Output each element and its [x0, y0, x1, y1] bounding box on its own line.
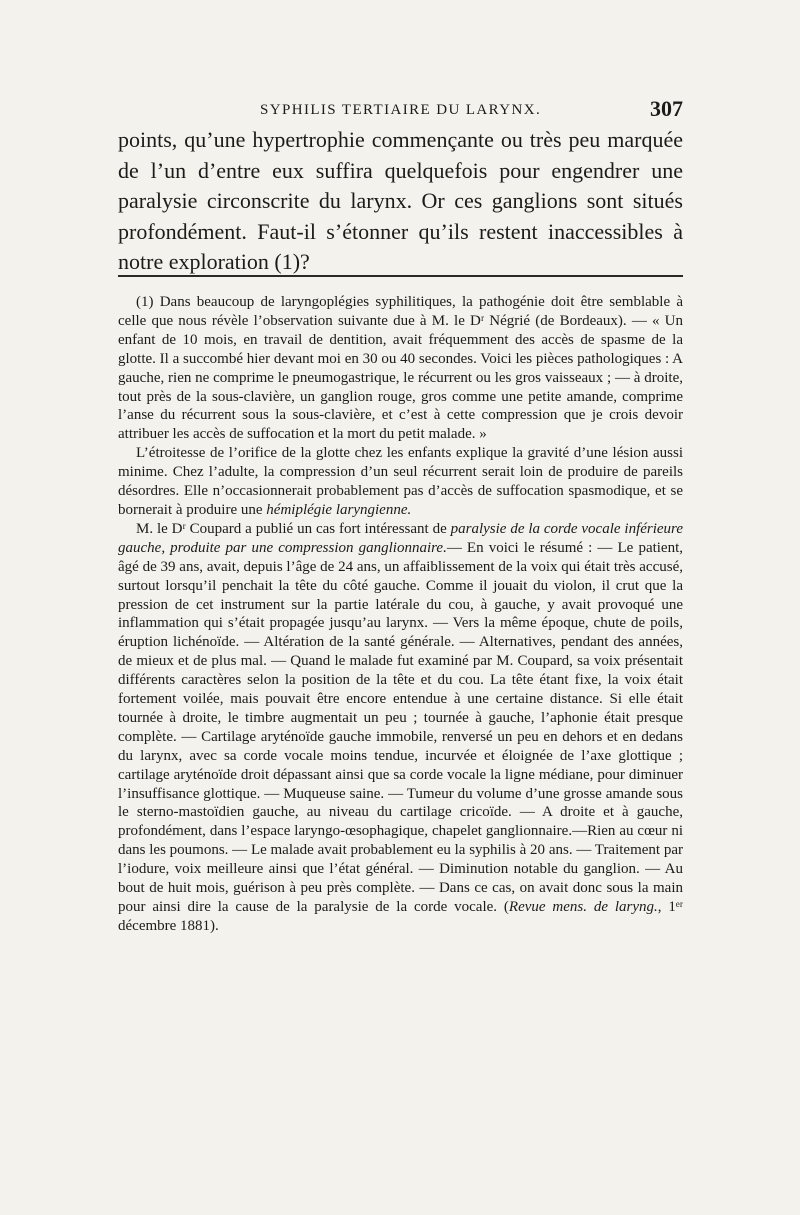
footnote-text: — En voici le résumé : — Le patient, âgé de 39 ans, avait, depuis l’âge de 24 ans, un affaiblissement de la voix qui était très accusé, surtout lorsqu’il penchait la tête du côté gauche. Comme il jouait du violon, il crut que la pression de cet instrument sur la partie latérale du cou, à gauche, y avait provoqué une inflammation qui s’était propagée jusqu’au larynx. — Vers la même époque, chute de poils, éruption lichénoïde. — Altération de la santé générale. — Alternatives, pendant des années, de mieux et de plus mal. — Quand le malade fut examiné par M. Coupard, sa voix présentait différents caractères selon la position de la tête et du cou. La tête étant fixe, la voix était fortement voilée, mais pouvait être encore entendue à une certaine distance. Si elle était tournée à droite, le timbre augmentait un peu ; tournée à gauche, l’aphonie était presque complète. — Cartilage aryténoïde gauche immobile, renversé un peu en dehors et en dedans du larynx, avec sa corde vocale moins tendue, incurvée et éloignée de l’axe glottique ; cartilage aryténoïde droit dépassant ainsi que sa corde vocale la ligne médiane, pour diminuer l’insuffisance glottique. — Muqueuse saine. — Tumeur du volume d’une grosse amande sous le sterno-mastoïdien gauche, au niveau du cartilage cricoïde. — A droite et à gauche, profondément, dans l’espace laryngo-œsophagique, chapelet ganglionnaire.—Rien au cœur ni dans les poumons. — Le malade avait probablement eu la syphilis à 20 ans. — Traitement par l’iodure, voix meilleure ainsi que l’état général. — Diminution notable du ganglion. — Au bout de huit mois, guérison à peu près complète. — Dans ce cas, on avait donc sous la main pour ainsi dire la cause de la paralysie de la corde vocale. (	[118, 539, 684, 915]
running-title: SYPHILIS TERTIAIRE DU LARYNX.	[260, 102, 542, 118]
footnote-paragraph-1: (1) Dans beaucoup de laryngoplégies syphilitiques, la pathogénie doit être semblable à celle que nous révèle l’observation suivante due à M. le Dʳ Négrié (de Bordeaux). — « Un enfant de 10 mois, en travail de dentition, avait fréquemment des accès de spasme de la glotte. Il a succombé hier devant moi en 30 ou 40 secondes. Voici les pièces pathologiques : A gauche, rien ne comprime le pneumogastrique, le récurrent ou les gros vaisseaux ; — à droite, tout près de la sous-clavière, un ganglion rouge, gros comme une petite amande, comprime l’anse du récurrent sous la sous-clavière, et c’est à cette compression que je crois devoir attribuer les accès de suffocation et la mort du petit malade. »	[118, 294, 683, 443]
footnote-separator	[118, 275, 683, 277]
page-header	[118, 96, 683, 126]
citation-date: , 1ᵉʳ décembre 1881).	[118, 899, 683, 934]
italic-phrase: hémiplégie laryngienne.	[266, 501, 412, 518]
footnote-text: M. le Dʳ Coupard a publié un cas fort intéressant de	[136, 520, 451, 537]
citation-journal: Revue mens. de laryng.	[508, 899, 658, 915]
italic-title: paralysie de la corde vocale inférieure gauche, produite par une compression ganglionnaire.	[118, 520, 683, 556]
footnote-paragraph-2	[118, 444, 683, 520]
footnote-paragraph-3	[118, 520, 683, 936]
footnote-text: L’étroitesse de l’orifice de la glotte chez les enfants explique la gravité d’une lésion aussi minime. Chez l’adulte, la compression d’un seul récurrent serait loin de produire de pareils désordres. Elle n’occasionnerait probablement pas d’accès de suffocation spasmodique, et se bornerait à produire une	[118, 445, 683, 518]
footnotes	[118, 293, 683, 936]
main-text-paragraph: points, qu’une hypertrophie commençante ou très peu marquée de l’un d’entre eux suffira quelquefois pour engendrer une paralysie circonscrite du larynx. Or ces ganglions sont situés profondément. Faut-il s’étonner qu’ils restent inaccessibles à notre exploration (1)?	[118, 127, 683, 274]
page-number: 307	[650, 96, 683, 121]
